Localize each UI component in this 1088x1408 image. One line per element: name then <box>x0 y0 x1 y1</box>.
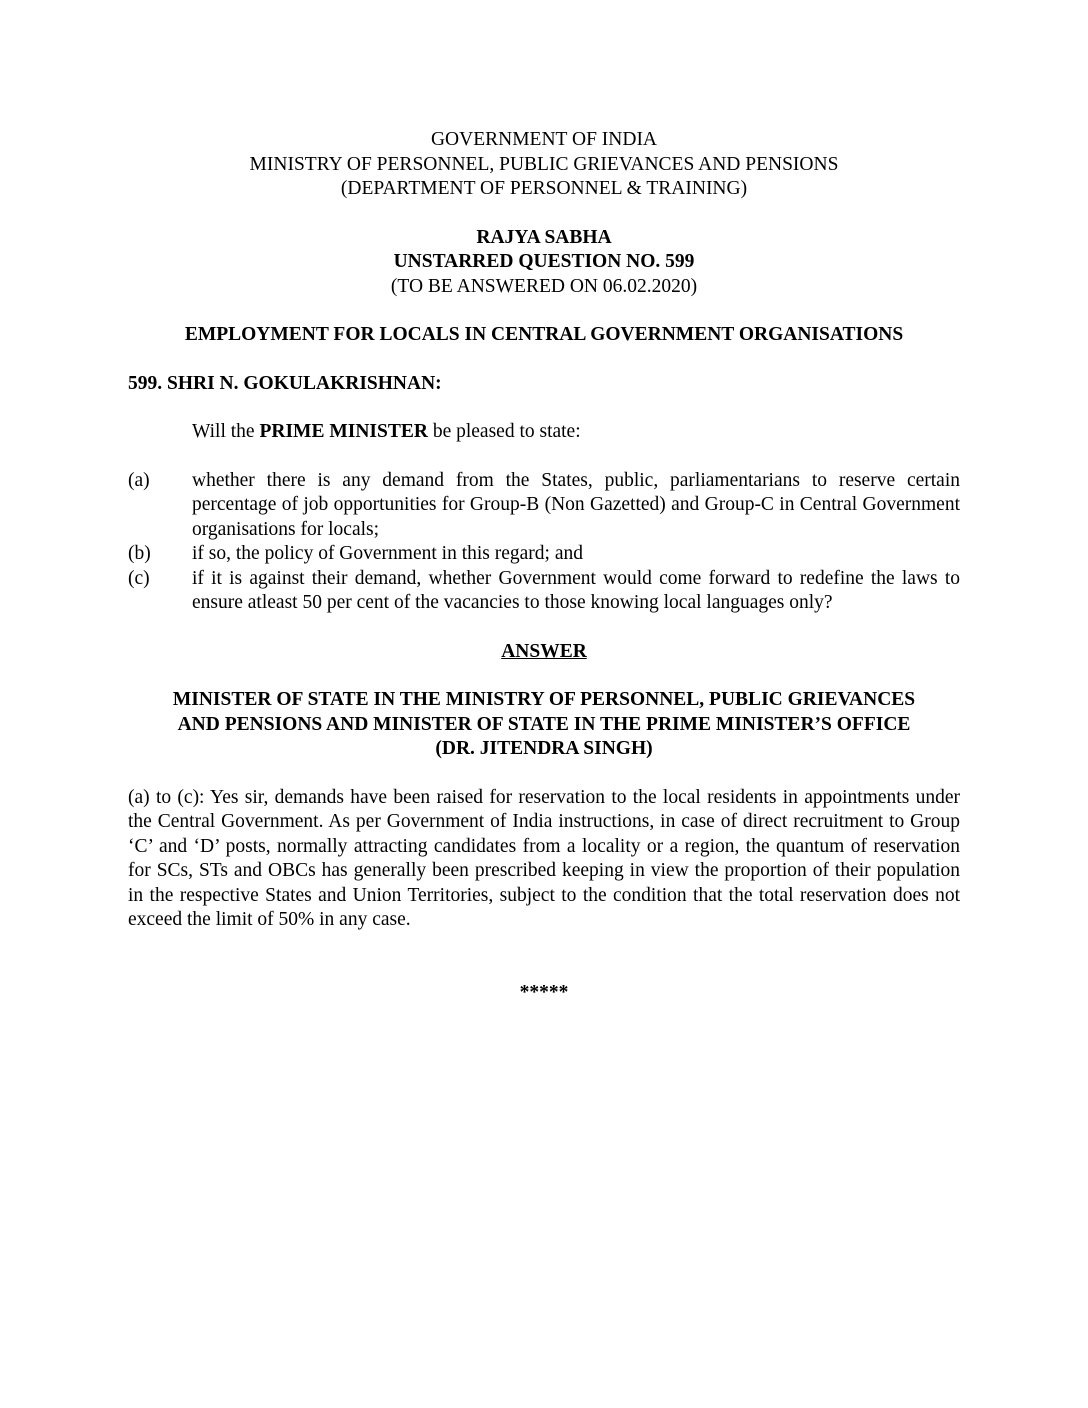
question-intro <box>128 420 960 445</box>
department-line: (DEPARTMENT OF PERSONNEL & TRAINING) <box>340 178 748 199</box>
intro-suffix: be pleased to state: <box>427 421 581 442</box>
question-text: whether there is any demand from the States, public, parliamentarians to reserve certain percentage of job opportunities for Group-B (Non Gazetted) and Group-C in Central Government organisations for locals; <box>192 469 960 540</box>
question-info <box>128 226 960 300</box>
government-line: GOVERNMENT OF INDIA <box>430 129 658 150</box>
answer-text: (a) to (c): Yes sir, demands have been raised for reservation to the local residents in appointments under the Central Government. As per Government of India instructions, in case of direct recruitment to Group ‘C’ and ‘D’ posts, normally attracting candidates from a locality or a region, the quantum of reservation for SCs, STs and OBCs has generally been prescribed keeping in view the proportion of their population in the respective States and Union Territories, subject to the condition that the total reservation does not exceed the limit of 50% in any case. <box>128 786 960 930</box>
questioner-name: 599. SHRI N. GOKULAKRISHNAN: <box>128 372 442 394</box>
minister-name: (DR. JITENDRA SINGH) <box>435 738 653 759</box>
question-item-a <box>128 469 960 543</box>
ministry-line: MINISTRY OF PERSONNEL, PUBLIC GRIEVANCES AND PENSIONS <box>249 153 839 175</box>
minister-block <box>128 688 960 762</box>
answer-date: (TO BE ANSWERED ON 06.02.2020) <box>390 275 698 297</box>
question-number: UNSTARRED QUESTION NO. 599 <box>393 251 695 272</box>
house-name: RAJYA SABHA <box>476 226 612 248</box>
end-mark: ***** <box>519 981 569 1003</box>
question-text: if it is against their demand, whether Government would come forward to redefine the laws to ensure atleast 50 per cent of the vacancies to those knowing local languages only? <box>192 567 960 613</box>
question-subject: EMPLOYMENT FOR LOCALS IN CENTRAL GOVERNMENT ORGANISATIONS <box>184 324 904 345</box>
minister-line-2: AND PENSIONS AND MINISTER OF STATE IN THE PRIME MINISTER’S OFFICE <box>177 713 911 735</box>
question-label: (c) <box>128 567 150 589</box>
question-text: if so, the policy of Government in this regard; and <box>192 543 583 564</box>
intro-prefix: Will the <box>192 421 260 442</box>
question-label: (a) <box>128 469 150 491</box>
document-header <box>128 128 960 202</box>
question-item-b <box>128 542 960 567</box>
answer-heading: ANSWER <box>501 640 587 662</box>
document-page <box>128 128 960 1005</box>
intro-addressee: PRIME MINISTER <box>259 421 428 442</box>
question-label: (b) <box>128 543 151 564</box>
question-item-c <box>128 567 960 616</box>
minister-line-1: MINISTER OF STATE IN THE MINISTRY OF PERSONNEL, PUBLIC GRIEVANCES <box>172 689 916 710</box>
question-list <box>128 469 960 616</box>
